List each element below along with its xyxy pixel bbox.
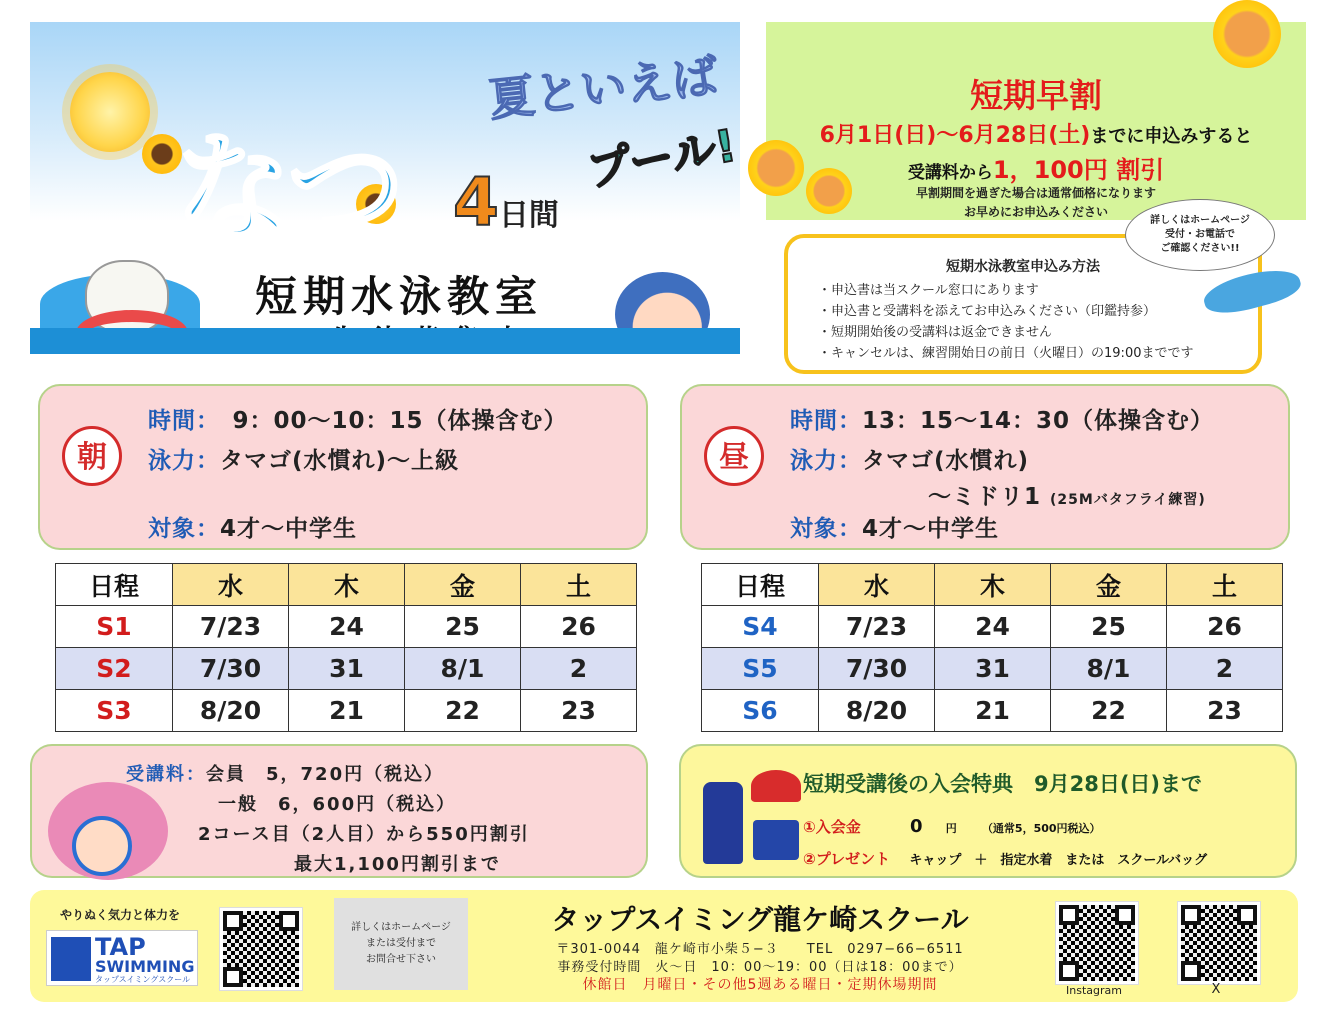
fee-label: 受講料： xyxy=(126,764,206,785)
bubble-line-2: 受付・お電話で xyxy=(1165,229,1235,240)
inquiry-line-2: または受付まで xyxy=(366,938,436,949)
date-cell: 25 xyxy=(1051,606,1167,648)
date-cell: 24 xyxy=(289,606,405,648)
list-item: ・ 申込書は当スクール窓口にあります xyxy=(818,280,1193,301)
qr-code-homepage[interactable] xyxy=(220,908,302,990)
benefit-1-value: 0 xyxy=(909,816,923,837)
inquiry-line-1: 詳しくはホームページ xyxy=(351,922,451,933)
table-row xyxy=(56,690,637,732)
header-cell: 木 xyxy=(289,564,405,606)
table-row xyxy=(56,648,637,690)
sunflower-icon xyxy=(806,168,852,214)
apply-title: 短期水泳教室申込み方法 xyxy=(946,259,1100,275)
header-cell: 水 xyxy=(173,564,289,606)
sun-illustration xyxy=(70,72,150,152)
bubble-line-3: ご確認ください!! xyxy=(1160,243,1240,254)
time-label: 時間： xyxy=(790,408,862,434)
office-hours: 事務受付時間 火～日 10：00～19：00（日は18：00まで） xyxy=(557,960,963,975)
logo-kana: タップスイミングスクール xyxy=(95,975,191,984)
hero-days xyxy=(453,164,559,241)
morning-level xyxy=(148,442,459,475)
header-cell: 土 xyxy=(1167,564,1283,606)
date-cell: 7/23 xyxy=(819,606,935,648)
inquiry-note xyxy=(334,898,468,990)
target-label: 対象： xyxy=(148,516,220,542)
level-label: 泳力： xyxy=(790,448,862,474)
fee-panel xyxy=(30,744,648,878)
page-title: 短期水泳教室 xyxy=(255,272,544,321)
benefit-2-label: ②プレゼント xyxy=(803,850,891,868)
benefit-2-value: キャップ ＋ 指定水着 または スクールバッグ xyxy=(909,853,1208,868)
days-number: 4 xyxy=(453,164,499,241)
hero-banner xyxy=(30,22,740,354)
table-row xyxy=(702,648,1283,690)
session-code: S2 xyxy=(56,648,173,690)
date-cell: 2 xyxy=(1167,648,1283,690)
sunflower-icon xyxy=(748,140,804,196)
level-value: タマゴ(水慣れ)～上級 xyxy=(220,448,460,474)
early-dates-range: 6月1日(日)～6月28日(土) xyxy=(819,123,1091,148)
swim-trunks-illustration xyxy=(753,820,799,860)
level2-note: (25Mバタフライ練習) xyxy=(1050,492,1206,508)
date-cell: 7/30 xyxy=(819,648,935,690)
target-value: 4才～中学生 xyxy=(862,516,1000,542)
level-label: 泳力： xyxy=(148,448,220,474)
list-item: ・ 申込書と受講料を添えてお申込みください（印鑑持参） xyxy=(818,301,1193,322)
date-cell: 31 xyxy=(935,648,1051,690)
school-address: 〒301-0044 龍ケ崎市小柴５−３ TEL 0297−66−6511 xyxy=(556,942,964,957)
date-cell: 22 xyxy=(1051,690,1167,732)
days-unit: 日間 xyxy=(498,198,559,233)
schedule-table-right xyxy=(701,563,1283,732)
date-cell: 21 xyxy=(289,690,405,732)
table-header-row xyxy=(702,564,1283,606)
logo-tap: TAP xyxy=(95,933,146,961)
session-code: S3 xyxy=(56,690,173,732)
speech-bubble xyxy=(1125,199,1275,271)
date-cell: 22 xyxy=(405,690,521,732)
instagram-label: Instagram xyxy=(1066,984,1122,997)
noon-target xyxy=(790,510,999,543)
early-discount-title: 短期早割 xyxy=(970,76,1102,115)
date-cell: 25 xyxy=(405,606,521,648)
fee-second: 2コース目（2人目）から550円割引 xyxy=(198,824,530,845)
list-item: ・ キャンセルは、練習開始日の前日（火曜日）の19:00までです xyxy=(818,343,1193,364)
x-label: X xyxy=(1211,982,1221,997)
noon-time xyxy=(790,402,1214,435)
noon-level-2 xyxy=(928,478,1206,511)
header-cell: 水 xyxy=(819,564,935,606)
kid-head-illustration xyxy=(72,816,132,876)
bubble-line-1: 詳しくはホームページ xyxy=(1150,215,1250,226)
early-note-1: 早割期間を過ぎた場合は通常価格になります xyxy=(915,186,1156,200)
swimmer-icon xyxy=(51,937,91,981)
benefit-title: 短期受講後の入会特典 9月28日(日)まで xyxy=(803,772,1203,796)
time-label: 時間： xyxy=(148,408,209,434)
benefit-1-note: （通常5，500円税込） xyxy=(981,822,1101,835)
target-value: 4才～中学生 xyxy=(220,516,358,542)
date-cell: 26 xyxy=(1167,606,1283,648)
date-cell: 2 xyxy=(521,648,637,690)
table-header-row xyxy=(56,564,637,606)
tap-swimming-logo xyxy=(46,930,198,986)
time-value: 9：00～10：15（体操含む） xyxy=(208,408,568,434)
hero-pool: プール! xyxy=(583,120,740,197)
noon-session-panel xyxy=(680,384,1290,550)
table-row xyxy=(702,606,1283,648)
table-row xyxy=(56,606,637,648)
date-cell: 8/20 xyxy=(819,690,935,732)
discount-prefix: 受講料から xyxy=(907,163,993,183)
hero-natsu: なつ xyxy=(175,120,400,258)
header-cell: 金 xyxy=(405,564,521,606)
date-cell: 26 xyxy=(521,606,637,648)
inquiry-line-3: お問合せ下さい xyxy=(366,954,436,965)
qr-code-x[interactable] xyxy=(1178,902,1260,984)
fee-member-value: 会員 5，720円（税込） xyxy=(206,764,445,785)
noon-badge: 昼 xyxy=(704,426,764,486)
fee-general: 一般 6，600円（税込） xyxy=(218,794,457,815)
hero-tagline: 夏といえば xyxy=(486,49,721,127)
early-dates-suffix: までに申込みすると xyxy=(1090,126,1253,147)
session-code: S4 xyxy=(702,606,819,648)
level-value: タマゴ(水慣れ) xyxy=(862,448,1030,474)
footer xyxy=(30,890,1298,1002)
session-code: S5 xyxy=(702,648,819,690)
schedule-table-left xyxy=(55,563,637,732)
list-item: ・ 短期開始後の受講料は返金できません xyxy=(818,322,1193,343)
time-value: 13：15～14：30（体操含む） xyxy=(862,408,1215,434)
closed-days: 休館日 月曜日・その他5週ある曜日・定期休場期間 xyxy=(582,977,938,993)
benefit-1-unit: 円 xyxy=(945,822,957,835)
date-cell: 7/30 xyxy=(173,648,289,690)
fee-max: 最大1,100円割引まで xyxy=(294,854,501,875)
early-discount-dates xyxy=(766,118,1306,149)
date-cell: 24 xyxy=(935,606,1051,648)
fee-member xyxy=(126,760,444,786)
swim-cap-illustration xyxy=(751,770,801,802)
member-benefit-panel xyxy=(679,744,1297,878)
session-code: S6 xyxy=(702,690,819,732)
benefit-line-2 xyxy=(803,848,1207,869)
morning-time xyxy=(148,402,568,435)
target-label: 対象： xyxy=(790,516,862,542)
early-note-2: お早めにお申込みください xyxy=(963,205,1108,219)
header-cell: 木 xyxy=(935,564,1051,606)
morning-badge: 朝 xyxy=(62,426,122,486)
apply-list xyxy=(818,280,1193,364)
date-cell: 8/20 xyxy=(173,690,289,732)
logo-swimming: SWIMMING xyxy=(95,957,195,976)
date-cell: 21 xyxy=(935,690,1051,732)
date-cell: 8/1 xyxy=(1051,648,1167,690)
date-cell: 23 xyxy=(521,690,637,732)
swimsuit-illustration xyxy=(703,782,743,864)
date-cell: 23 xyxy=(1167,690,1283,732)
table-row xyxy=(702,690,1283,732)
water-illustration xyxy=(30,328,740,354)
morning-session-panel xyxy=(38,384,648,550)
header-cell: 日程 xyxy=(702,564,819,606)
sunflower-icon xyxy=(1213,0,1281,68)
date-cell: 7/23 xyxy=(173,606,289,648)
morning-target xyxy=(148,510,357,543)
school-name: タップスイミング龍ケ崎スクール xyxy=(551,903,969,936)
header-cell: 土 xyxy=(521,564,637,606)
slogan: やりぬく気力と体力を xyxy=(60,908,181,922)
header-cell: 日程 xyxy=(56,564,173,606)
date-cell: 31 xyxy=(289,648,405,690)
header-cell: 金 xyxy=(1051,564,1167,606)
noon-level xyxy=(790,442,1029,475)
benefit-line-1 xyxy=(803,816,1101,837)
discount-amount: 1，100円 割引 xyxy=(992,156,1165,184)
session-code: S1 xyxy=(56,606,173,648)
benefit-1-label: ①入会金 xyxy=(803,818,861,836)
qr-code-instagram[interactable] xyxy=(1056,902,1138,984)
level2-value: ～ミドリ1 xyxy=(928,484,1042,510)
date-cell: 8/1 xyxy=(405,648,521,690)
